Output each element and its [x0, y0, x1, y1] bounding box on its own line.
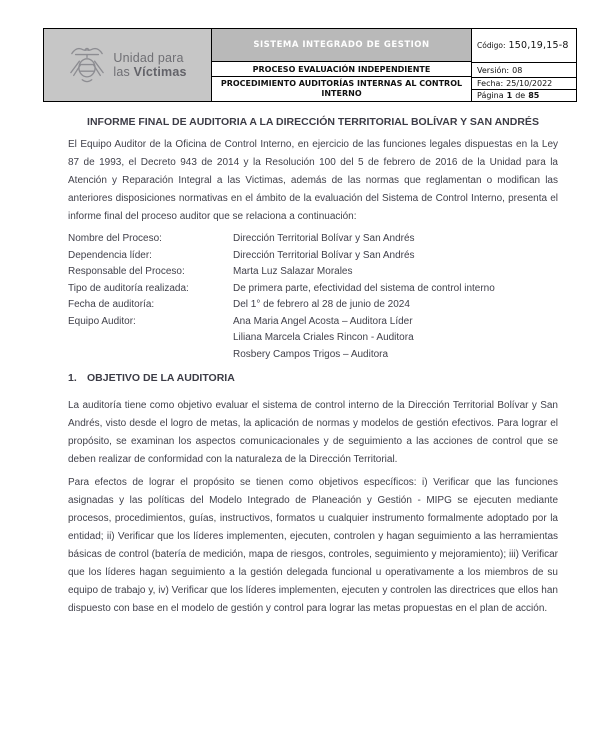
pagina-current: 1 — [506, 91, 513, 100]
pagina-total: 85 — [528, 91, 540, 100]
detail-value: De primera parte, efectividad del sistema de control interno — [233, 282, 495, 294]
detail-label: Equipo Auditor: — [68, 315, 136, 327]
coat-of-arms-icon — [68, 43, 106, 87]
detail-value: Liliana Marcela Criales Rincon - Auditora — [233, 332, 414, 343]
codigo-cell — [472, 29, 576, 63]
detail-label: Fecha de auditoría: — [68, 299, 155, 310]
detail-label: Responsable del Proceso: — [68, 266, 185, 277]
fecha-cell — [472, 78, 576, 90]
fecha-label: Fecha: — [477, 79, 504, 88]
section1-paragraph1: La auditoría tiene como objetivo evaluar el sistema de control interno de la Dirección Territorial Bolívar y San Andrés, visto desde el logro de metas, la aplicación de normas y modelos de gestión efectivos. Para lograr el propósito, se examinan los aspectos comunicacionales y de seguimiento a las acciones de control que se deben realizar de conformidad con la naturaleza de la Dirección Territorial. — [68, 400, 558, 465]
logo-cell — [44, 29, 212, 101]
detail-label — [68, 330, 233, 347]
system-title: SISTEMA INTEGRADO DE GESTION — [212, 29, 471, 62]
version-label: Versión: — [477, 65, 510, 75]
detail-value: Dirección Territorial Bolívar y San Andrés — [233, 233, 415, 244]
version-value: 08 — [512, 65, 523, 75]
pagina-cell — [472, 90, 576, 101]
procedure-title: PROCEDIMIENTO AUDITORÍAS INTERNAS AL CONTROL INTERNO — [220, 78, 463, 98]
detail-value: Marta Luz Salazar Morales — [233, 266, 353, 277]
pagina-de: de — [515, 91, 526, 100]
document-body — [68, 103, 558, 618]
detail-value: Dirección Territorial Bolívar y San Andrés — [233, 249, 415, 261]
process-title: PROCESO EVALUACIÓN INDEPENDIENTE — [212, 62, 471, 77]
section1-title: OBJETIVO DE LA AUDITORIA — [87, 372, 235, 384]
header-middle-column — [212, 29, 472, 101]
detail-value: Del 1° de febrero al 28 de junio de 2024 — [233, 299, 410, 310]
audit-details-list — [68, 231, 558, 363]
detail-label: Dependencia líder: — [68, 249, 152, 261]
report-title: INFORME FINAL DE AUDITORIA A LA DIRECCIÓN TERRITORIAL BOLÍVAR Y SAN ANDRÉS — [87, 116, 539, 128]
detail-value: Rosbery Campos Trigos – Auditora — [233, 348, 389, 360]
section1-heading — [68, 369, 558, 387]
codigo-label: Código: — [477, 41, 506, 50]
section1-paragraph2: Para efectos de lograr el propósito se tienen como objetivos específicos: i) Verificar que las funciones asignadas y las políticas del Modelo Integrado de Planeación y Gestión - MIPG se ejecuten mediante procesos, procedimientos, guías, instructivos, formatos u cualquier instrumento formalmente adoptado por la entidad; ii) Verificar que los líderes implementen, ejecuten, controlen y hagan seguimiento a las herramientas básicas de control (batería de medición, mapa de riesgos, controles, seguimiento y mejoramiento); iii) Verificar que los líderes hagan seguimiento a la gestión delegada funcional u operativamente a los miembros de su equipo de trabajo y, iv) Verificar que los líderes implementen, ejecuten y controlen las directrices que ellos han dispuesto con base en el modelo de gestión y control para lograr las metas propuestas en el plan de acción. — [68, 477, 558, 614]
codigo-value: 150,19,15-8 — [508, 40, 569, 51]
header-table — [43, 28, 577, 102]
detail-label — [68, 347, 233, 364]
intro-paragraph: El Equipo Auditor de la Oficina de Control Interno, en ejercicio de las funciones legales dispuestas en la Ley 87 de 1993, el Decreto 943 de 2014 y la Resolución 100 del 5 de febrero de 2016 de la Unidad para la Atención y Reparación Integral a las Victimas, además de las normas que reglamentan o modifican las anteriores disposiciones normativas en el ámbito de la evaluación del Sistema de Control Interno, presenta el informe final del proceso auditor que se relaciona a continuación: — [68, 139, 558, 222]
pagina-label: Página — [477, 91, 504, 100]
header-right-column — [472, 29, 576, 101]
version-cell — [472, 63, 576, 78]
detail-label: Nombre del Proceso: — [68, 233, 162, 244]
detail-value: Ana Maria Angel Acosta – Auditora Líder — [233, 315, 413, 327]
logo-line1: Unidad para — [113, 50, 184, 65]
detail-label: Tipo de auditoría realizada: — [68, 282, 189, 294]
logo-line2: las Víctimas — [113, 65, 187, 79]
fecha-value: 25/10/2022 — [506, 79, 553, 88]
section1-number: 1. — [68, 372, 77, 384]
logo-wordmark — [113, 51, 186, 80]
